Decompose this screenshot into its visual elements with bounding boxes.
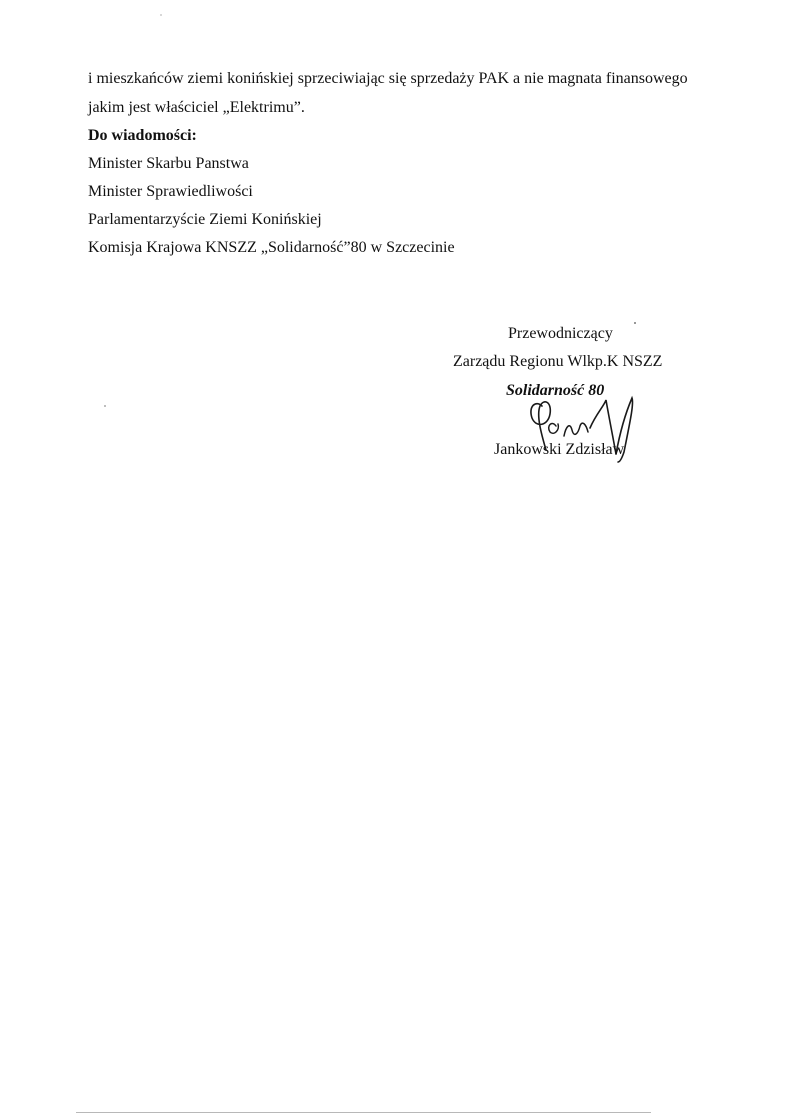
body-text-line-2: jakim jest właściciel „Elektrimu”. xyxy=(88,99,305,116)
scan-speck xyxy=(634,322,636,324)
scan-speck xyxy=(104,405,106,407)
page-bottom-edge xyxy=(76,1112,651,1113)
cc-recipient-3: Parlamentarzyście Ziemi Konińskiej xyxy=(88,211,322,228)
signature-title: Przewodniczący xyxy=(508,325,613,342)
cc-recipient-1: Minister Skarbu Panstwa xyxy=(88,155,249,172)
signature-signer-name: Jankowski Zdzisław xyxy=(494,441,625,458)
cc-heading: Do wiadomości: xyxy=(88,127,197,144)
body-text-line-1: i mieszkańców ziemi konińskiej sprzeciwiając się sprzedaży PAK a nie magnata finansowego xyxy=(88,70,688,87)
scan-speck xyxy=(160,14,162,16)
cc-recipient-4: Komisja Krajowa KNSZZ „Solidarność”80 w Szczecinie xyxy=(88,239,455,256)
signature-organization: Zarządu Regionu Wlkp.K NSZZ xyxy=(453,353,663,370)
signature-union-name: Solidarność 80 xyxy=(506,382,605,399)
cc-recipient-2: Minister Sprawiedliwości xyxy=(88,183,253,200)
